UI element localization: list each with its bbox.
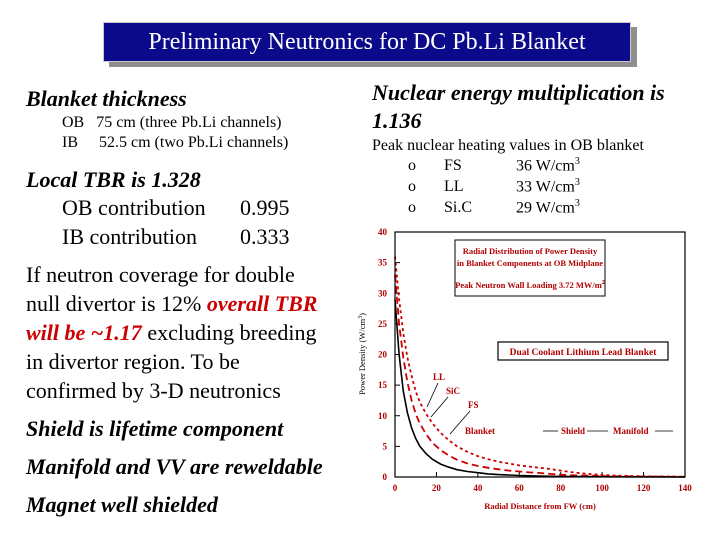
annotation-pointer <box>427 383 438 407</box>
annotation-shield: Shield <box>561 426 586 436</box>
y-axis-label-sup: 3 <box>358 315 364 319</box>
legend-line-2: in Blanket Components at OB Midplane <box>456 258 604 268</box>
peak-item-unit: W/cm <box>535 157 575 175</box>
blanket-thickness-heading: Blanket thickness <box>26 86 187 111</box>
peak-item-unit: W/cm <box>535 178 575 196</box>
coverage-line-5: confirmed by 3-D neutronics <box>26 378 281 403</box>
annotation-blanket: Blanket <box>465 426 496 436</box>
unit-sup: 3 <box>574 156 580 167</box>
x-tick-label: 100 <box>595 483 609 493</box>
ob-thickness-line <box>62 114 282 132</box>
bullet: o <box>408 178 416 196</box>
coverage-line-4: in divertor region. To be <box>26 349 240 374</box>
power-density-svg <box>355 222 715 518</box>
ib-label: IB <box>62 134 78 151</box>
x-tick-label: 120 <box>636 483 651 493</box>
legend-line-3 <box>455 280 605 290</box>
peak-heating-heading: Peak nuclear heating values in OB blanket <box>372 137 644 154</box>
nem-line-1: Nuclear energy multiplication is <box>372 80 665 105</box>
x-tick-label: 40 <box>473 483 483 493</box>
y-axis-label-suffix: ) <box>357 313 367 316</box>
y-tick-label: 5 <box>382 441 387 452</box>
y-tick-label: 40 <box>378 227 387 237</box>
x-tick-label: 0 <box>392 483 398 493</box>
coverage-text: null divertor is 12% <box>26 291 207 316</box>
peak-item-sic <box>408 198 580 217</box>
ib-contribution-value: 0.333 <box>240 224 290 249</box>
annotation-manifold: Manifold <box>613 426 649 436</box>
y-tick-label: 35 <box>378 257 387 268</box>
y-tick-label: 10 <box>378 410 387 421</box>
tbr-value-emphasis: will be ~1.17 <box>26 320 142 345</box>
legend-line-3-sup: 2 <box>601 280 605 286</box>
annotation-sic: SiC <box>446 386 461 396</box>
magnet-statement: Magnet well shielded <box>26 492 218 517</box>
peak-item-unit: W/cm <box>535 199 575 217</box>
peak-item-name: Si.C <box>444 199 473 217</box>
bullet: o <box>408 199 416 217</box>
y-tick-label: 0 <box>382 472 387 482</box>
ib-contribution-label: IB contribution <box>62 224 198 249</box>
annotation-fs: FS <box>468 400 479 410</box>
ib-thickness-line <box>62 134 288 152</box>
peak-item-name: FS <box>444 157 462 175</box>
peak-item-value: 33 <box>516 178 532 196</box>
annotation-pointer <box>431 397 448 417</box>
peak-item-value: 36 <box>516 157 532 175</box>
x-tick-label: 20 <box>431 483 441 493</box>
x-tick-label: 80 <box>556 483 566 493</box>
coverage-text: excluding breeding <box>141 320 317 345</box>
y-tick-label: 30 <box>378 288 387 299</box>
ob-contribution-label: OB contribution <box>62 195 206 220</box>
bullet: o <box>408 157 416 175</box>
y-tick-label: 15 <box>378 380 387 391</box>
legend-line-1: Radial Distribution of Power Density <box>462 246 598 256</box>
slide-title: Preliminary Neutronics for DC Pb.Li Blanket <box>103 22 631 62</box>
coverage-line-1: If neutron coverage for double <box>26 262 295 287</box>
x-tick-label: 140 <box>678 483 692 493</box>
y-axis-label-text: Power Density (W/cm <box>357 318 367 395</box>
ib-thickness-value: 52.5 cm (two Pb.Li channels) <box>99 134 289 151</box>
ob-label: OB <box>62 114 85 131</box>
peak-item-name: LL <box>444 178 464 196</box>
y-tick-label: 25 <box>378 318 387 329</box>
x-tick-label: 60 <box>514 483 524 493</box>
overall-tbr-emphasis: overall TBR <box>206 291 318 316</box>
local-tbr-heading: Local TBR is 1.328 <box>26 167 201 192</box>
nem-line-2: 1.136 <box>372 108 422 133</box>
shield-statement: Shield is lifetime component <box>26 416 284 441</box>
series-line-sic <box>395 299 685 477</box>
blanket-label: Dual Coolant Lithium Lead Blanket <box>509 348 657 358</box>
peak-item-value: 29 <box>516 199 532 217</box>
legend-line-3-text: Peak Neutron Wall Loading 3.72 MW/m <box>455 280 602 290</box>
unit-sup: 3 <box>574 198 580 209</box>
peak-item-fs <box>408 156 580 175</box>
ob-contribution-value: 0.995 <box>240 195 290 220</box>
y-axis-label <box>357 313 367 395</box>
power-density-chart <box>355 222 715 518</box>
ob-thickness-value: 75 cm (three Pb.Li channels) <box>96 114 282 131</box>
coverage-line-3 <box>26 320 317 346</box>
x-axis-label: Radial Distance from FW (cm) <box>484 501 596 511</box>
coverage-line-2 <box>26 291 317 317</box>
peak-item-ll <box>408 177 580 196</box>
manifold-statement: Manifold and VV are reweldable <box>26 454 323 479</box>
y-tick-label: 20 <box>378 349 387 360</box>
unit-sup: 3 <box>574 177 580 188</box>
annotation-ll: LL <box>433 372 446 382</box>
